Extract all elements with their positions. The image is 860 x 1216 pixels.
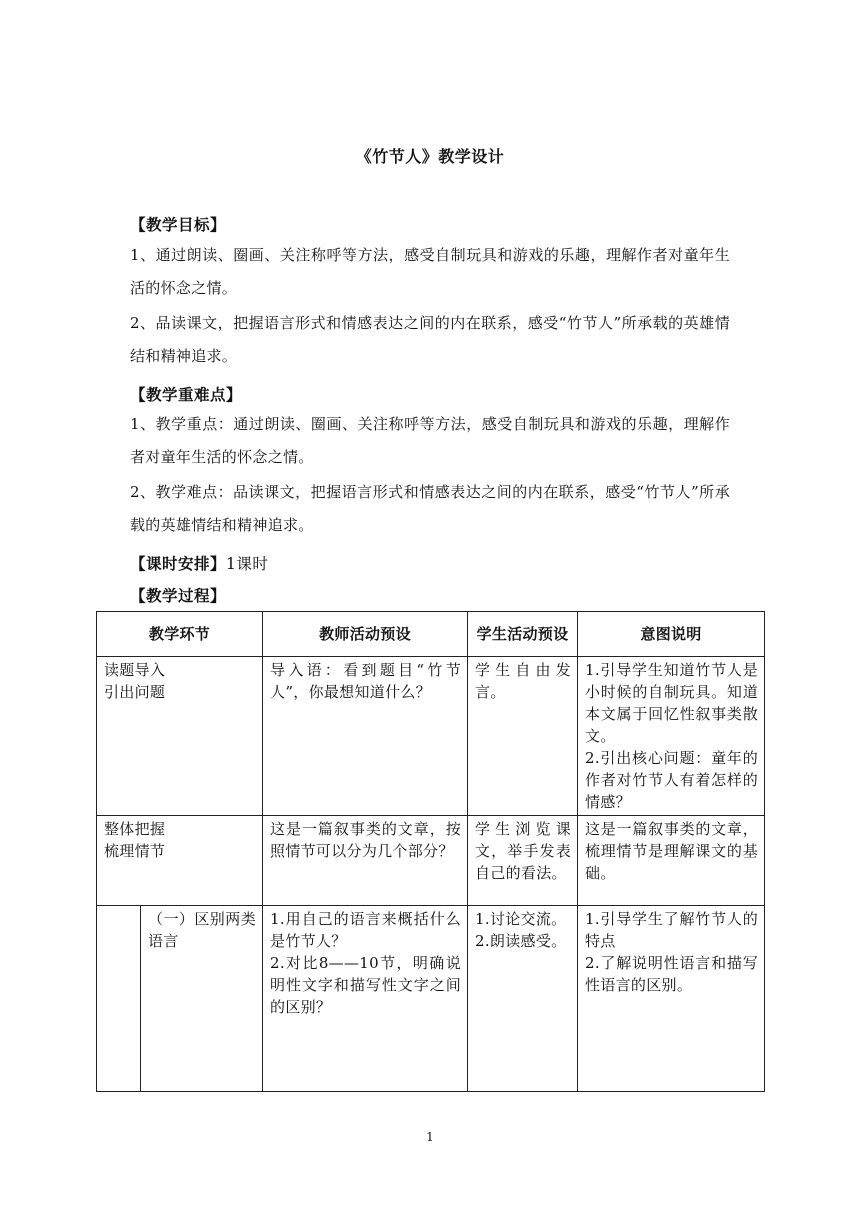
- student-text: 2.朗读感受。: [475, 932, 567, 950]
- page-number: 1: [426, 1130, 434, 1144]
- intent-text: 2.引出核心问题：童年的作者对竹节人有着怎样的情感？: [585, 749, 759, 811]
- table-row: [97, 906, 765, 1092]
- stage-line: 梳理情节: [104, 842, 166, 860]
- intent-text: 2.了解说明性语言和描写性语言的区别。: [585, 954, 759, 994]
- student-cell: [468, 657, 578, 816]
- column-header-teacher: 教师活动预设: [263, 612, 468, 657]
- teacher-text: 这是一篇叙事类的文章，按照情节可以分为几个部分？: [270, 820, 462, 860]
- table-header-row: [97, 612, 765, 657]
- stage-line: 引出问题: [104, 683, 166, 701]
- process-heading: 【教学过程】: [130, 586, 227, 605]
- intent-cell: [578, 816, 765, 906]
- objectives-heading: 【教学目标】: [130, 215, 227, 234]
- teacher-cell: [263, 906, 468, 1092]
- teacher-cell: [263, 657, 468, 816]
- stage-cell: [97, 816, 263, 906]
- student-text: 学生浏览课文，举手发表自己的看法。: [475, 820, 572, 882]
- student-text: 1.讨论交流。: [475, 910, 567, 928]
- key-point-item-2: 2、教学难点：品读课文，把握语言形式和情感表达之间的内在联系，感受“竹节人”所承载的英雄情结和精神追求。: [130, 483, 730, 534]
- teacher-text: 1.用自己的语言来概括什么是竹节人？: [270, 910, 462, 950]
- teacher-text: 2.对比8——10节，明确说明性文字和描写性文字之间的区别？: [270, 954, 462, 1016]
- intent-cell: [578, 906, 765, 1092]
- intent-cell: [578, 657, 765, 816]
- intent-text: 这是一篇叙事类的文章，梳理情节是理解课文的基础。: [585, 820, 759, 882]
- column-header-student: 学生活动预设: [468, 612, 578, 657]
- student-cell: [468, 816, 578, 906]
- intent-text: 1.引导学生了解竹节人的特点: [585, 910, 759, 950]
- schedule-line: [130, 552, 268, 574]
- objective-item-2: 2、品读课文，把握语言形式和情感表达之间的内在联系，感受“竹节人”所承载的英雄情结和精神追求。: [130, 314, 730, 365]
- table-row: [97, 816, 765, 906]
- schedule-heading: 【课时安排】: [130, 554, 227, 573]
- teacher-text: 导入语：看到题目“竹节人”，你最想知道什么？: [270, 661, 462, 701]
- stage-line: （一）区别两类语言: [148, 910, 257, 950]
- stage-line: 读题导入: [104, 661, 166, 679]
- key-points-heading: 【教学重难点】: [130, 385, 243, 404]
- process-table: [96, 611, 765, 1092]
- document-title: 《竹节人》教学设计: [355, 147, 505, 166]
- stage-cell: [141, 906, 263, 1092]
- column-header-stage: 教学环节: [97, 612, 263, 657]
- table-row: [97, 657, 765, 816]
- column-header-intent: 意图说明: [578, 612, 765, 657]
- stage-line: 整体把握: [104, 820, 166, 838]
- key-point-item-1: 1、教学重点：通过朗读、圈画、关注称呼等方法，感受自制玩具和游戏的乐趣，理解作者对童年生活的怀念之情。: [130, 415, 730, 466]
- teacher-cell: [263, 816, 468, 906]
- intent-text: 1.引导学生知道竹节人是小时候的自制玩具。知道本文属于回忆性叙事类散文。: [585, 661, 759, 745]
- schedule-value: 1课时: [226, 555, 269, 573]
- objective-item-1: 1、通过朗读、圈画、关注称呼等方法，感受自制玩具和游戏的乐趣，理解作者对童年生活的怀念之情。: [130, 246, 730, 297]
- stage-cell: [97, 657, 263, 816]
- student-text: 学生自由发言。: [475, 661, 572, 701]
- student-cell: [468, 906, 578, 1092]
- stage-indent-cell: [97, 906, 141, 1092]
